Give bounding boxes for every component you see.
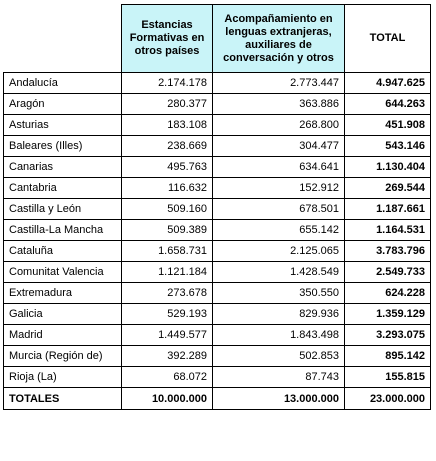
region-cell: Baleares (Illes) xyxy=(4,136,122,157)
acompanamiento-cell: 350.550 xyxy=(213,283,345,304)
estancias-cell: 529.193 xyxy=(122,304,213,325)
header-estancias: Estancias Formativas en otros países xyxy=(122,5,213,73)
header-blank-cell xyxy=(4,5,122,73)
total-cell: 1.187.661 xyxy=(345,199,431,220)
funding-table xyxy=(3,4,431,410)
total-cell: 451.908 xyxy=(345,115,431,136)
region-cell: Andalucía xyxy=(4,73,122,94)
total-cell: 3.783.796 xyxy=(345,241,431,262)
table-row xyxy=(4,325,431,346)
acompanamiento-cell: 1.843.498 xyxy=(213,325,345,346)
estancias-cell: 509.389 xyxy=(122,220,213,241)
total-cell: 1.359.129 xyxy=(345,304,431,325)
table-row xyxy=(4,220,431,241)
region-cell: Cantabria xyxy=(4,178,122,199)
total-cell: 155.815 xyxy=(345,367,431,388)
total-cell: 1.164.531 xyxy=(345,220,431,241)
header-row xyxy=(4,5,431,73)
region-cell: Castilla-La Mancha xyxy=(4,220,122,241)
estancias-cell: 495.763 xyxy=(122,157,213,178)
table-row xyxy=(4,346,431,367)
total-cell: 269.544 xyxy=(345,178,431,199)
acompanamiento-cell: 152.912 xyxy=(213,178,345,199)
acompanamiento-cell: 304.477 xyxy=(213,136,345,157)
region-cell: Galicia xyxy=(4,304,122,325)
table-row xyxy=(4,262,431,283)
acompanamiento-cell: 2.125.065 xyxy=(213,241,345,262)
acompanamiento-cell: 363.886 xyxy=(213,94,345,115)
total-cell: 4.947.625 xyxy=(345,73,431,94)
table-row xyxy=(4,304,431,325)
region-cell: Aragón xyxy=(4,94,122,115)
estancias-cell: 1.449.577 xyxy=(122,325,213,346)
estancias-cell: 238.669 xyxy=(122,136,213,157)
table-row xyxy=(4,94,431,115)
acompanamiento-cell: 1.428.549 xyxy=(213,262,345,283)
estancias-cell: 273.678 xyxy=(122,283,213,304)
table-row xyxy=(4,136,431,157)
estancias-cell: 116.632 xyxy=(122,178,213,199)
region-cell: Castilla y León xyxy=(4,199,122,220)
region-cell: Asturias xyxy=(4,115,122,136)
table-row xyxy=(4,115,431,136)
acompanamiento-cell: 678.501 xyxy=(213,199,345,220)
table-row xyxy=(4,178,431,199)
estancias-cell: 280.377 xyxy=(122,94,213,115)
total-cell: 3.293.075 xyxy=(345,325,431,346)
totals-acompanamiento: 13.000.000 xyxy=(213,388,345,410)
region-cell: Madrid xyxy=(4,325,122,346)
table-body xyxy=(4,73,431,410)
total-cell: 644.263 xyxy=(345,94,431,115)
acompanamiento-cell: 87.743 xyxy=(213,367,345,388)
data-table-container xyxy=(3,4,431,410)
acompanamiento-cell: 634.641 xyxy=(213,157,345,178)
total-cell: 624.228 xyxy=(345,283,431,304)
acompanamiento-cell: 655.142 xyxy=(213,220,345,241)
table-row xyxy=(4,199,431,220)
estancias-cell: 183.108 xyxy=(122,115,213,136)
estancias-cell: 1.658.731 xyxy=(122,241,213,262)
region-cell: Extremadura xyxy=(4,283,122,304)
table-row xyxy=(4,367,431,388)
table-row xyxy=(4,73,431,94)
acompanamiento-cell: 829.936 xyxy=(213,304,345,325)
header-total: TOTAL xyxy=(345,5,431,73)
total-cell: 895.142 xyxy=(345,346,431,367)
acompanamiento-cell: 502.853 xyxy=(213,346,345,367)
totals-row xyxy=(4,388,431,410)
region-cell: Murcia (Región de) xyxy=(4,346,122,367)
totals-total: 23.000.000 xyxy=(345,388,431,410)
totals-label: TOTALES xyxy=(4,388,122,410)
estancias-cell: 1.121.184 xyxy=(122,262,213,283)
region-cell: Cataluña xyxy=(4,241,122,262)
estancias-cell: 2.174.178 xyxy=(122,73,213,94)
estancias-cell: 68.072 xyxy=(122,367,213,388)
header-acompanamiento: Acompañamiento en lenguas extranjeras, auxiliares de conversación y otros xyxy=(213,5,345,73)
totals-estancias: 10.000.000 xyxy=(122,388,213,410)
estancias-cell: 392.289 xyxy=(122,346,213,367)
total-cell: 543.146 xyxy=(345,136,431,157)
table-row xyxy=(4,283,431,304)
total-cell: 1.130.404 xyxy=(345,157,431,178)
estancias-cell: 509.160 xyxy=(122,199,213,220)
region-cell: Canarias xyxy=(4,157,122,178)
table-row xyxy=(4,241,431,262)
region-cell: Rioja (La) xyxy=(4,367,122,388)
acompanamiento-cell: 2.773.447 xyxy=(213,73,345,94)
total-cell: 2.549.733 xyxy=(345,262,431,283)
table-row xyxy=(4,157,431,178)
acompanamiento-cell: 268.800 xyxy=(213,115,345,136)
region-cell: Comunitat Valencia xyxy=(4,262,122,283)
